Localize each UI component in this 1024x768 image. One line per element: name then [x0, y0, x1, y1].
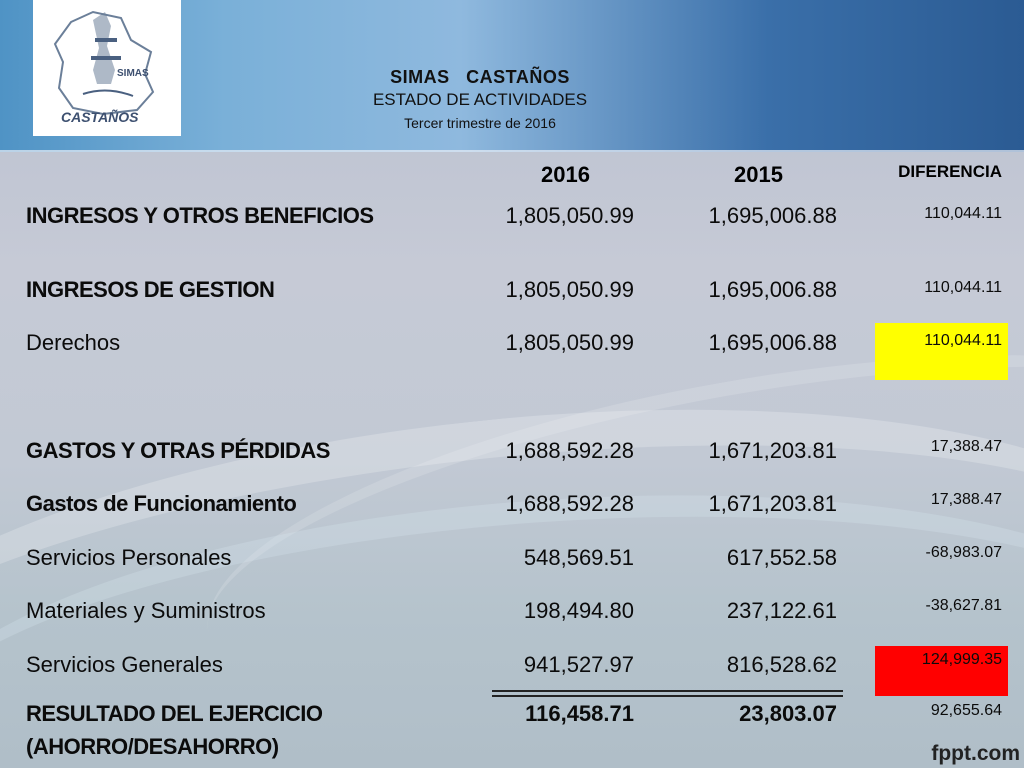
value-2016: 941,527.97: [523, 652, 634, 677]
value-2015: 1,671,203.81: [708, 491, 837, 516]
simas-logo: [33, 0, 181, 136]
value-2015: 1,695,006.88: [708, 203, 837, 228]
svg-text:CASTAÑOS: CASTAÑOS: [61, 109, 139, 125]
column-header-2016: 2016: [541, 162, 590, 187]
total-2016: 116,458.71: [525, 701, 634, 726]
footer-brand: fppt.com: [931, 742, 1020, 765]
value-2016: 1,805,050.99: [505, 330, 634, 355]
row-label: Derechos: [26, 330, 121, 355]
row-label: Gastos de Funcionamiento: [26, 491, 297, 516]
svg-text:SIMAS: SIMAS: [117, 68, 149, 79]
value-2015: 1,695,006.88: [708, 330, 837, 355]
value-difference: 110,044.11: [924, 332, 1002, 349]
total-label-subtitle: (AHORRO/DESAHORRO): [26, 734, 279, 759]
row-label: Materiales y Suministros: [26, 598, 266, 623]
value-2016: 548,569.51: [523, 545, 634, 570]
value-2015: 1,671,203.81: [708, 438, 837, 463]
row-label: INGRESOS Y OTROS BENEFICIOS: [26, 203, 374, 228]
value-2015: 617,552.58: [726, 545, 837, 570]
value-difference: 17,388.47: [930, 491, 1002, 508]
row-label: INGRESOS DE GESTION: [26, 277, 275, 302]
value-2016: 1,688,592.28: [505, 438, 634, 463]
total-double-underline: [492, 690, 843, 697]
column-header-difference: DIFERENCIA: [898, 162, 1002, 181]
value-difference: 110,044.11: [924, 205, 1002, 222]
total-label: RESULTADO DEL EJERCICIO: [26, 701, 323, 726]
value-difference: 124,999.35: [921, 651, 1002, 668]
value-difference: 17,388.47: [930, 438, 1002, 455]
value-2015: 816,528.62: [726, 652, 837, 677]
report-period: Tercer trimestre de 2016: [404, 115, 556, 131]
report-title-block: [330, 66, 630, 134]
row-label: Servicios Generales: [26, 652, 223, 677]
value-difference: 110,044.11: [924, 279, 1002, 296]
row-label: GASTOS Y OTRAS PÉRDIDAS: [26, 438, 330, 463]
total-difference: 92,655.64: [930, 702, 1002, 719]
report-name: ESTADO DE ACTIVIDADES: [372, 90, 588, 109]
value-2015: 237,122.61: [726, 598, 837, 623]
value-difference: -38,627.81: [925, 597, 1002, 614]
value-2015: 1,695,006.88: [708, 277, 837, 302]
total-2015: 23,803.07: [739, 701, 837, 726]
value-2016: 1,688,592.28: [505, 491, 634, 516]
value-2016: 1,805,050.99: [505, 277, 634, 302]
value-difference: -68,983.07: [925, 544, 1002, 561]
value-2016: 198,494.80: [523, 598, 634, 623]
logo-graphic: [33, 0, 181, 136]
value-2016: 1,805,050.99: [505, 203, 634, 228]
row-label: Servicios Personales: [26, 545, 232, 570]
organization-name: SIMAS CASTAÑOS: [390, 67, 570, 87]
column-header-2015: 2015: [734, 162, 783, 187]
